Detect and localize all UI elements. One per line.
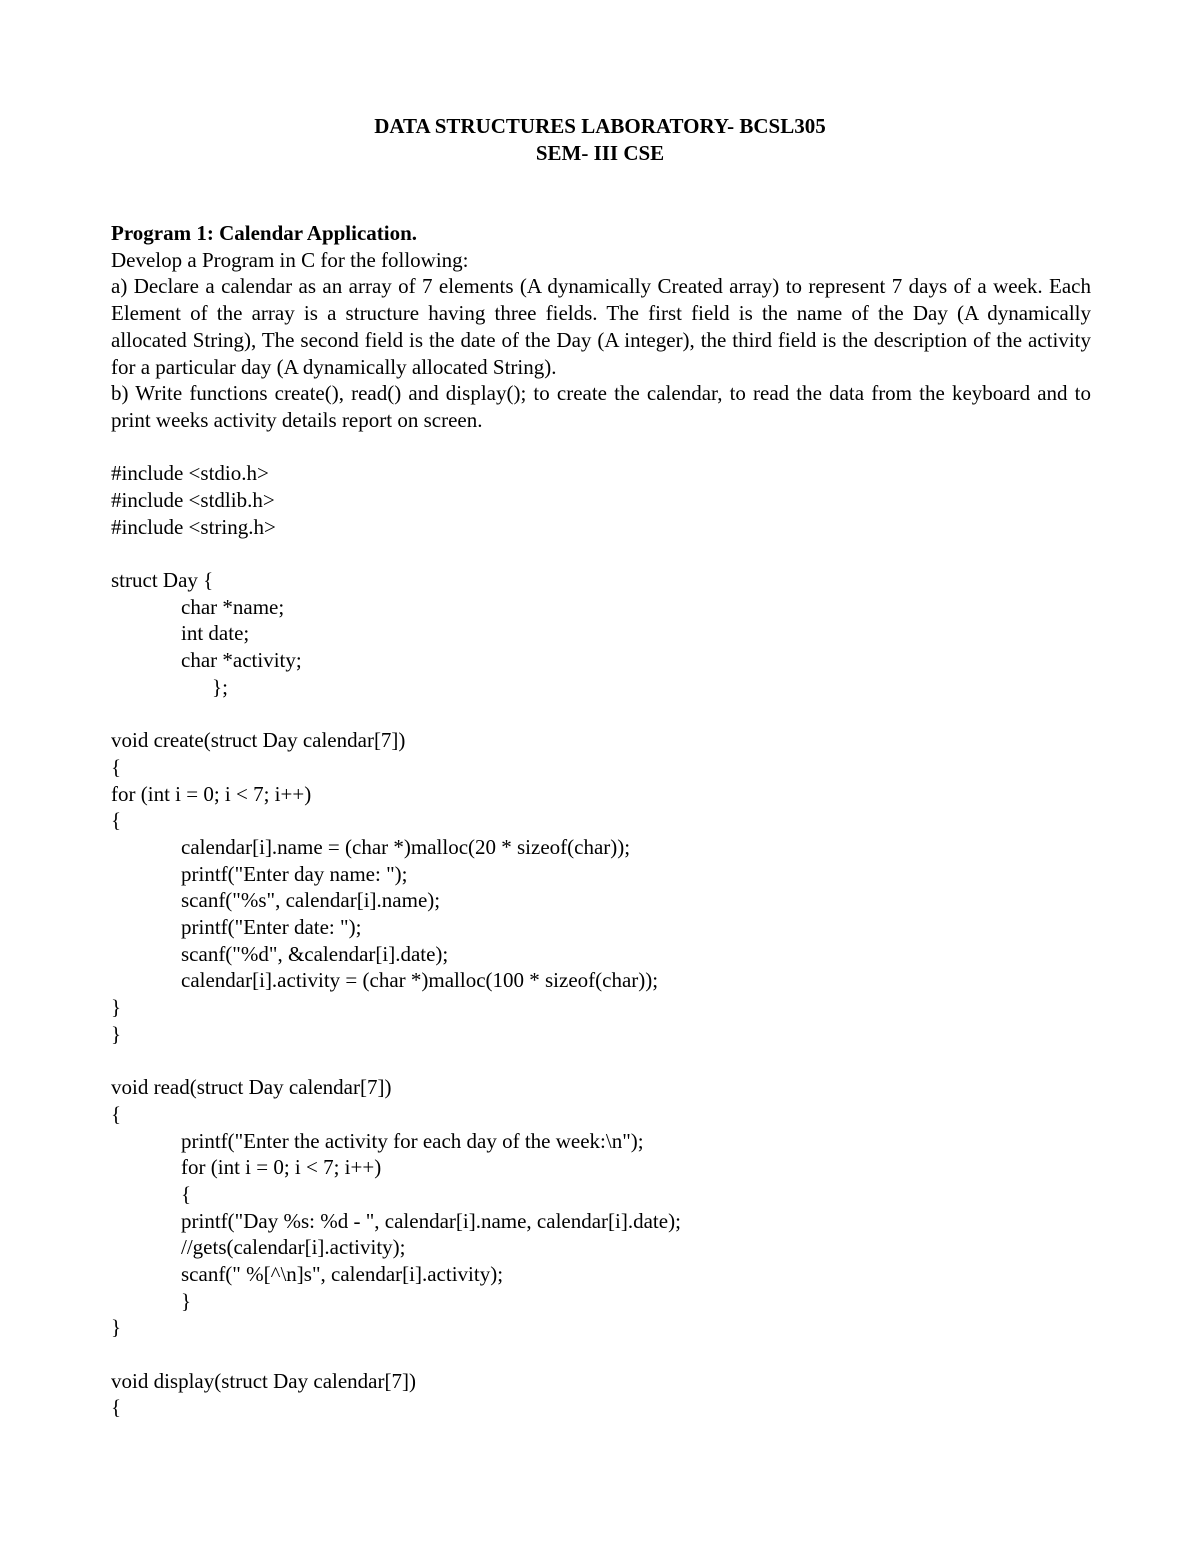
code-line: struct Day {	[111, 568, 214, 593]
code-line: }	[181, 1288, 192, 1313]
code-line: #include <stdlib.h>	[111, 488, 275, 512]
program-part-b: b) Write functions create(), read() and display(); to create the calendar, to read the data from the keyboard and to print weeks activity details report on screen.	[111, 381, 1091, 432]
code-line: {	[181, 1181, 192, 1206]
program-title: Program 1: Calendar Application.	[111, 221, 418, 245]
code-line	[111, 1047, 1091, 1074]
code-line: //gets(calendar[i].activity);	[181, 1235, 406, 1260]
code-line: };	[212, 674, 228, 699]
code-line: scanf(" %[^\n]s", calendar[i].activity);	[181, 1261, 504, 1286]
code-line: for (int i = 0; i < 7; i++)	[111, 781, 312, 806]
code-line: printf("Enter the activity for each day of the week:\n");	[181, 1128, 644, 1153]
program-intro: Develop a Program in C for the following:	[111, 247, 469, 272]
code-line: char *activity;	[181, 648, 302, 673]
code-line: }	[111, 995, 122, 1020]
code-line: {	[111, 754, 122, 779]
code-line: #include <stdio.h>	[111, 461, 269, 486]
code-line: }	[111, 1315, 122, 1340]
code-line	[111, 701, 1091, 728]
document-subtitle: SEM- III CSE	[535, 141, 665, 165]
code-line: void display(struct Day calendar[7])	[111, 1368, 416, 1393]
code-line	[111, 540, 1091, 567]
code-line: printf("Enter day name: ");	[181, 861, 408, 886]
code-line: int date;	[181, 621, 250, 646]
code-line: {	[111, 1101, 122, 1126]
program-part-a: a) Declare a calendar as an array of 7 elements (A dynamically Created array) to represent 7 days of a week. Each Element of the array is a structure having three fields. The first field is the name of the Day (A dynamically allocated String), The second field is the date of the Day (A integer), the third field is the description of the activity for a particular day (A dynamically allocated String).	[111, 274, 1091, 379]
code-line: #include <string.h>	[111, 514, 276, 539]
code-line: void create(struct Day calendar[7])	[111, 728, 406, 753]
code-line: {	[111, 1395, 122, 1420]
code-line: }	[111, 1021, 122, 1046]
code-line: printf("Enter date: ");	[181, 915, 362, 939]
code-line	[111, 1341, 1091, 1368]
code-line: {	[111, 808, 122, 833]
code-line: printf("Day %s: %d - ", calendar[i].name, calendar[i].date);	[181, 1208, 681, 1233]
code-listing	[111, 460, 1091, 1421]
code-line: calendar[i].name = (char *)malloc(20 * sizeof(char));	[181, 834, 631, 859]
code-line: char *name;	[181, 594, 285, 619]
code-line: scanf("%s", calendar[i].name);	[181, 888, 441, 913]
code-line: void read(struct Day calendar[7])	[111, 1075, 392, 1100]
code-line: scanf("%d", &calendar[i].date);	[181, 941, 449, 966]
code-line: for (int i = 0; i < 7; i++)	[181, 1155, 382, 1180]
document-body	[111, 220, 1091, 1421]
document-title: DATA STRUCTURES LABORATORY- BCSL305	[374, 114, 826, 138]
code-line: calendar[i].activity = (char *)malloc(100 * sizeof(char));	[181, 968, 659, 993]
